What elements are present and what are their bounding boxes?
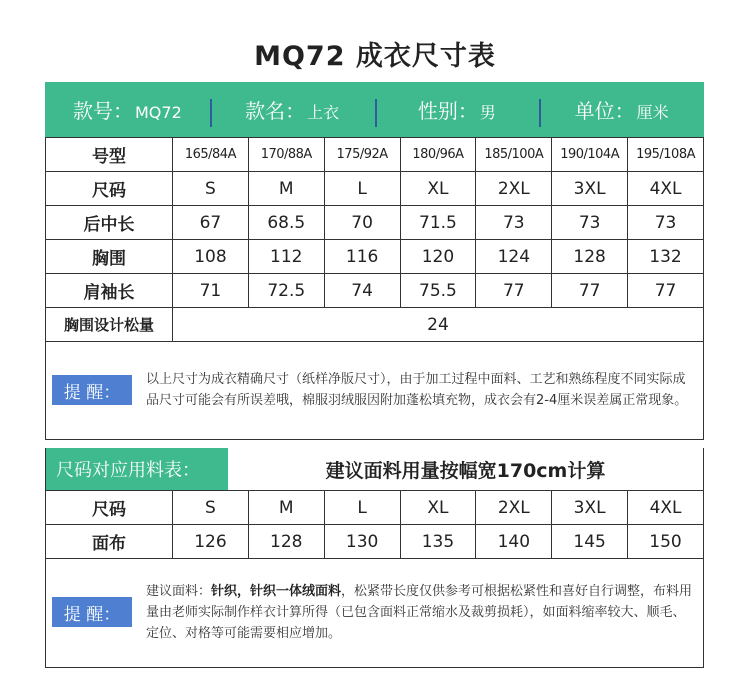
fabric-table-wrap <box>45 490 704 559</box>
reminder-text <box>146 581 695 644</box>
table-cell: XL <box>400 491 476 525</box>
table-row <box>46 491 704 525</box>
info-style-name <box>210 95 375 124</box>
table-cell: M <box>248 491 324 525</box>
table-cell: 3XL <box>552 172 628 206</box>
table-cell: L <box>324 491 400 525</box>
table-cell: 24 <box>173 308 704 342</box>
table-cell: 72.5 <box>248 274 324 308</box>
info-value: 男 <box>479 103 496 122</box>
reminder-prefix: 建议面料： <box>146 583 212 599</box>
table-cell: 68.5 <box>248 206 324 240</box>
table-row-ease <box>46 308 704 342</box>
table-cell: 77 <box>476 274 552 308</box>
reminder-body: ，松紧带长度仅供参考可根据松紧性和喜好自行调整，布料用量由老师实际制作样衣计算所得（已包含面料正常缩水及裁剪损耗），如面料缩率较大、顺毛、定位、对格等可能需要相应增加。 <box>146 583 693 641</box>
table-cell: 2XL <box>476 491 552 525</box>
info-bar <box>45 82 704 137</box>
table-cell: 4XL <box>628 172 704 206</box>
table-cell: 180/96A <box>400 138 476 172</box>
table-cell: S <box>173 172 249 206</box>
table-cell: 165/84A <box>173 138 249 172</box>
table-cell: 108 <box>173 240 249 274</box>
table-cell: 124 <box>476 240 552 274</box>
table-cell: 126 <box>173 525 249 559</box>
table-cell: 2XL <box>476 172 552 206</box>
table-cell: 116 <box>324 240 400 274</box>
table-cell: 185/100A <box>476 138 552 172</box>
reminder-box <box>45 341 704 440</box>
info-gender <box>375 95 540 124</box>
table-cell: S <box>173 491 249 525</box>
info-style-number <box>45 95 210 124</box>
table-cell: 71 <box>173 274 249 308</box>
table-cell: 74 <box>324 274 400 308</box>
table-cell: 132 <box>628 240 704 274</box>
row-header: 面布 <box>46 525 173 559</box>
info-label: 款名： <box>245 99 306 123</box>
table-cell: 77 <box>552 274 628 308</box>
row-header: 尺码 <box>46 172 173 206</box>
row-header: 胸围设计松量 <box>46 308 173 342</box>
reminder-label: 提 醒： <box>52 597 132 627</box>
table-cell: 71.5 <box>400 206 476 240</box>
fabric-section-heading: 尺码对应用料表： <box>46 448 228 490</box>
table-cell: 130 <box>324 525 400 559</box>
table-cell: XL <box>400 172 476 206</box>
size-table <box>45 137 704 342</box>
table-cell: 120 <box>400 240 476 274</box>
size-table-wrap <box>45 137 704 342</box>
table-row <box>46 525 704 559</box>
fabric-table <box>45 490 704 559</box>
reminder-label: 提 醒： <box>52 375 132 405</box>
info-label: 款号： <box>72 99 133 123</box>
info-value: MQ72 <box>134 103 182 122</box>
table-cell: 195/108A <box>628 138 704 172</box>
info-value: 厘米 <box>636 103 669 122</box>
table-cell: 4XL <box>628 491 704 525</box>
table-cell: 70 <box>324 206 400 240</box>
table-cell: 75.5 <box>400 274 476 308</box>
table-cell: 112 <box>248 240 324 274</box>
row-header: 尺码 <box>46 491 173 525</box>
table-cell: L <box>324 172 400 206</box>
row-header: 后中长 <box>46 206 173 240</box>
page-title: MQ72 成衣尺寸表 <box>254 41 496 72</box>
table-cell: 145 <box>552 525 628 559</box>
table-cell: 3XL <box>552 491 628 525</box>
fabric-section-bar <box>45 448 704 490</box>
table-cell: 77 <box>628 274 704 308</box>
table-cell: 128 <box>248 525 324 559</box>
table-cell: 128 <box>552 240 628 274</box>
row-header: 号型 <box>46 138 173 172</box>
table-cell: 73 <box>476 206 552 240</box>
row-header: 肩袖长 <box>46 274 173 308</box>
reminder-bold: 针织，针织一体绒面料 <box>211 583 342 599</box>
table-cell: 135 <box>400 525 476 559</box>
table-cell: 73 <box>628 206 704 240</box>
table-cell: 170/88A <box>248 138 324 172</box>
info-label: 性别： <box>417 99 478 123</box>
info-unit <box>539 95 704 124</box>
table-cell: 73 <box>552 206 628 240</box>
table-cell: 150 <box>628 525 704 559</box>
reminder-text: 以上尺寸为成衣精确尺寸（纸样净版尺寸），由于加工过程中面料、工艺和熟练程度不同实际成品尺寸可能会有所误差哦，棉服羽绒服因附加蓬松填充物，成衣会有2-4厘米误差属正常现象。 <box>146 372 688 408</box>
row-header: 胸围 <box>46 240 173 274</box>
table-cell: 67 <box>173 206 249 240</box>
table-row <box>46 206 704 240</box>
info-value: 上衣 <box>307 103 340 122</box>
table-row <box>46 240 704 274</box>
table-cell: M <box>248 172 324 206</box>
table-row <box>46 138 704 172</box>
info-label: 单位： <box>574 99 635 123</box>
fabric-width-note: 建议面料用量按幅宽170cm计算 <box>325 459 606 482</box>
table-cell: 175/92A <box>324 138 400 172</box>
table-row <box>46 172 704 206</box>
table-cell: 190/104A <box>552 138 628 172</box>
table-row <box>46 274 704 308</box>
table-cell: 140 <box>476 525 552 559</box>
reminder-box <box>45 557 704 668</box>
